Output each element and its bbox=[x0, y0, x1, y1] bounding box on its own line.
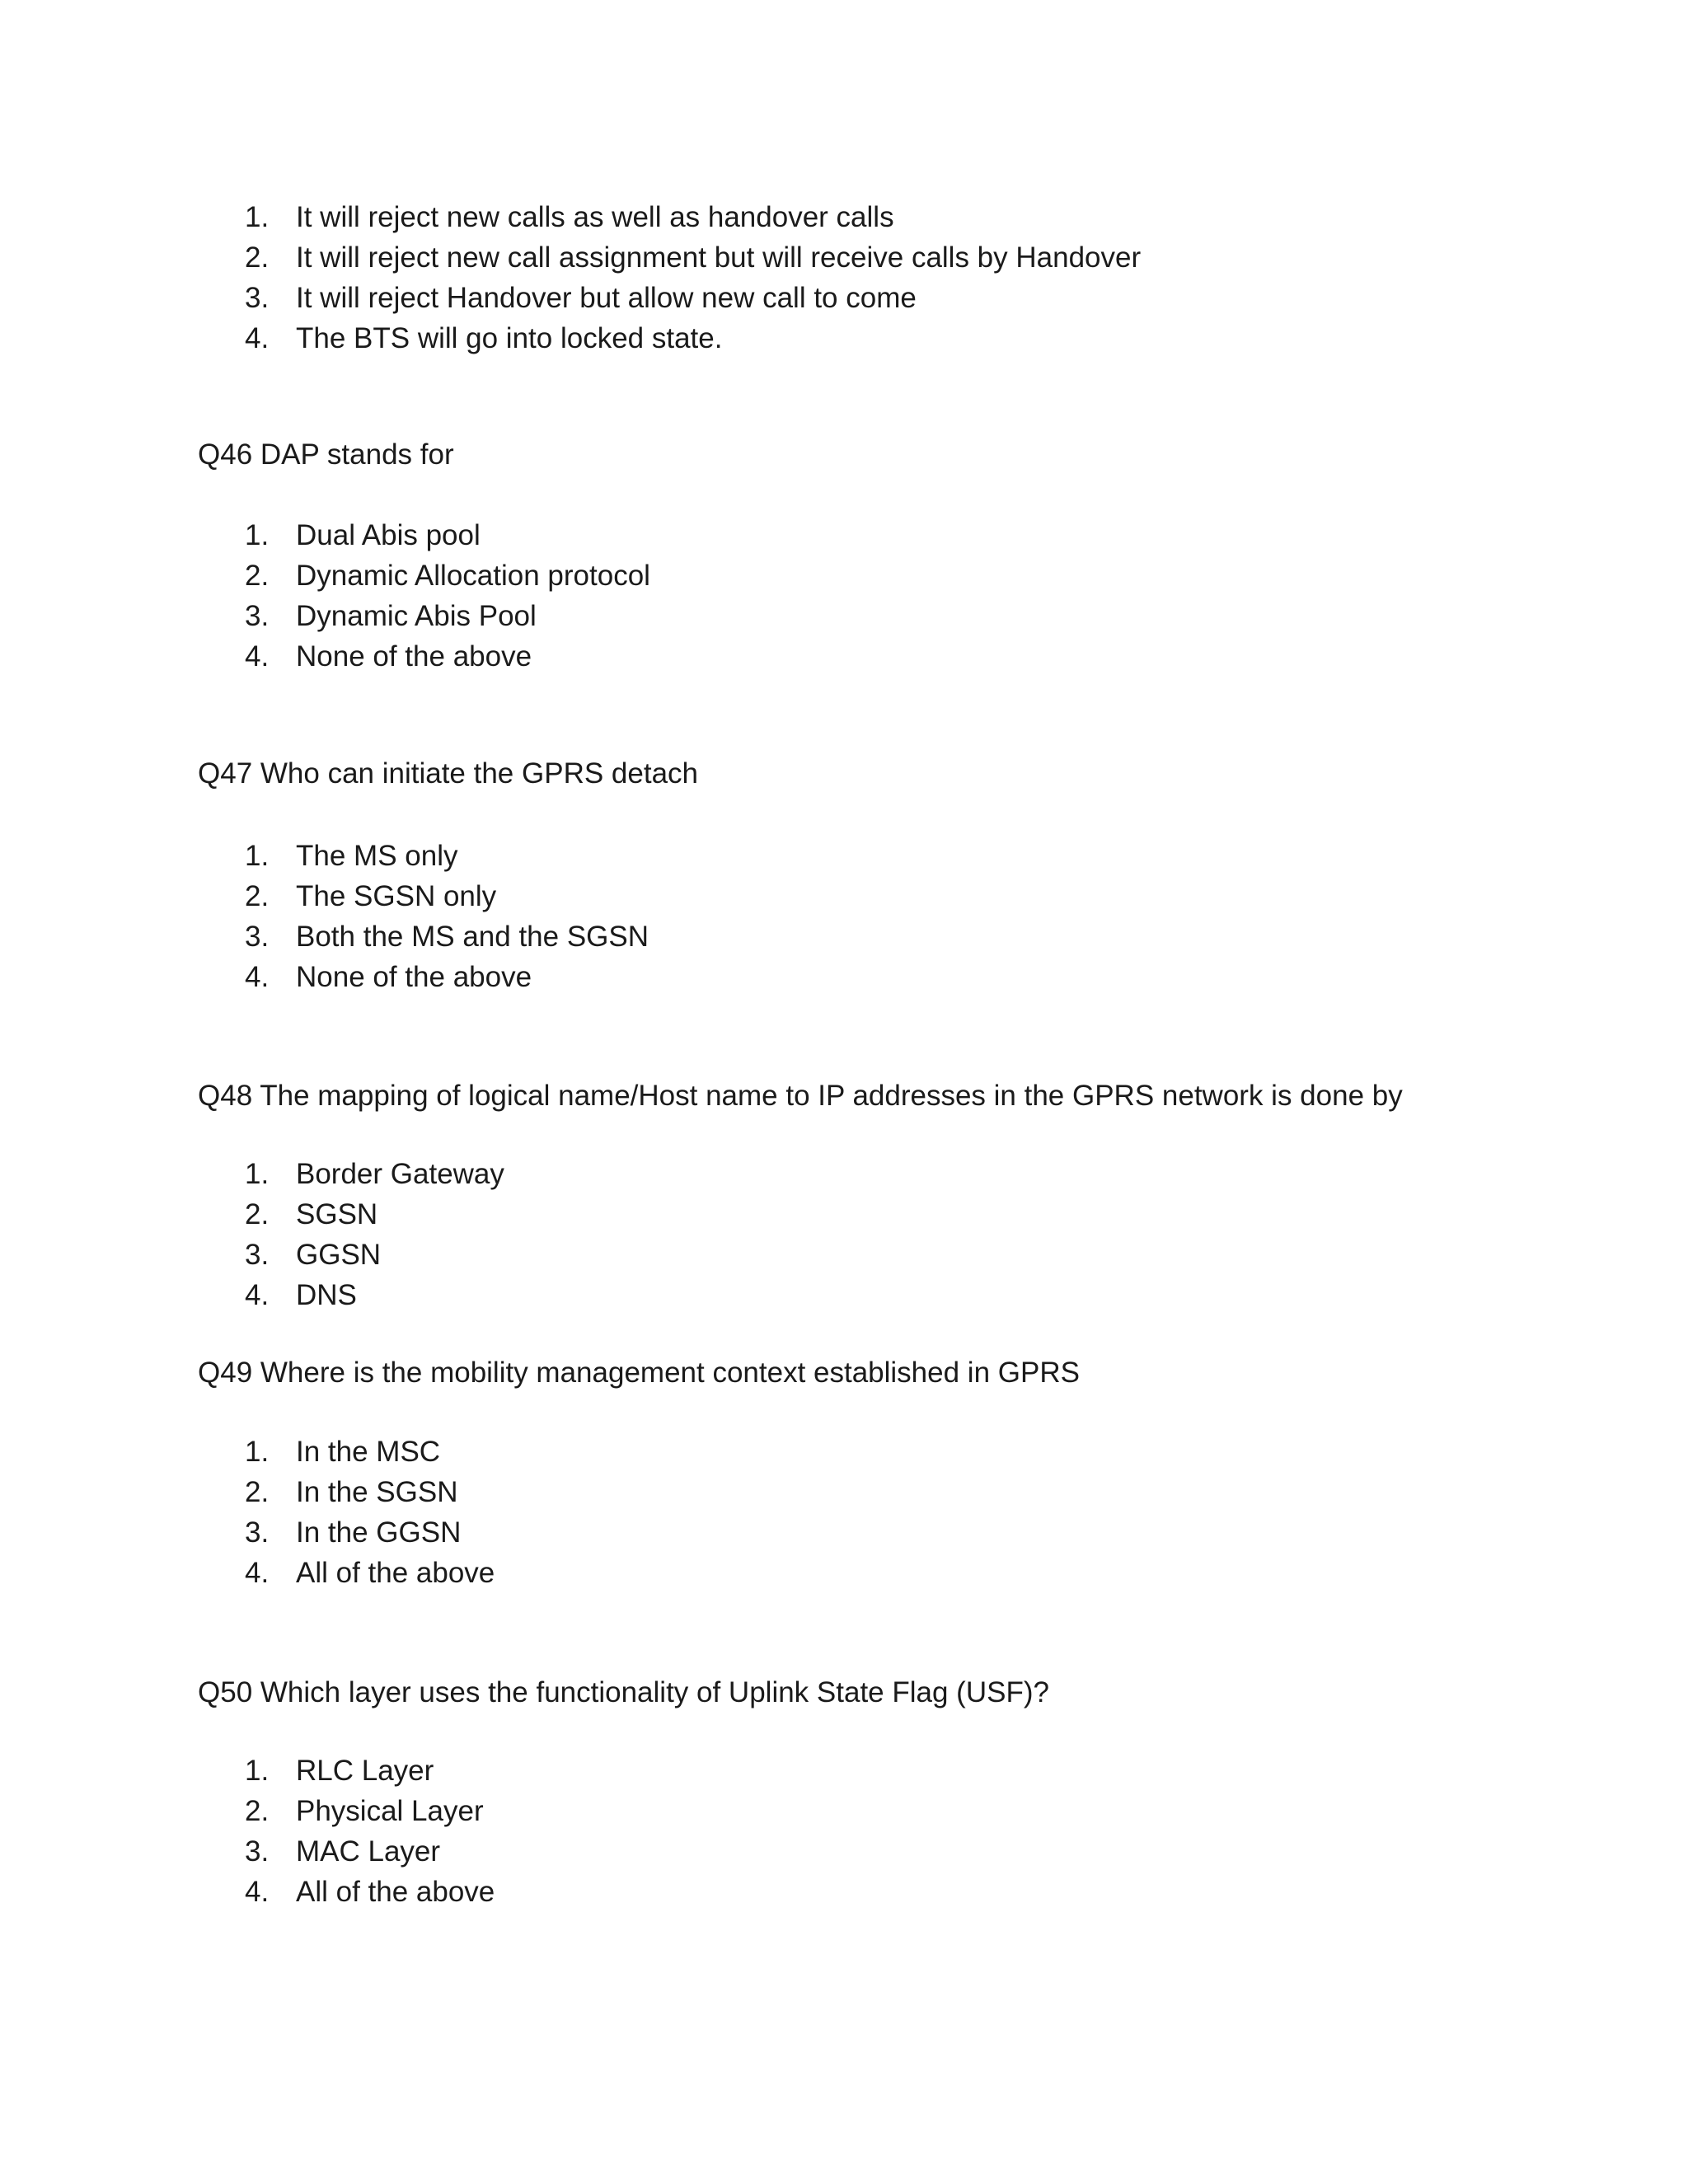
option-text: The BTS will go into locked state. bbox=[296, 322, 723, 354]
option-text: Dual Abis pool bbox=[296, 519, 481, 551]
option-number: 2. bbox=[245, 1198, 270, 1230]
option-number: 3. bbox=[245, 282, 270, 314]
option-number: 3. bbox=[245, 1516, 270, 1549]
option-text: All of the above bbox=[296, 1557, 495, 1589]
option-number: 3. bbox=[245, 1835, 270, 1868]
option-text: Both the MS and the SGSN bbox=[296, 921, 649, 953]
option-text: All of the above bbox=[296, 1876, 495, 1908]
option-number: 1. bbox=[245, 840, 270, 872]
option-number: 3. bbox=[245, 1239, 270, 1271]
option-number: 1. bbox=[245, 1436, 270, 1468]
question-q49: Q49 Where is the mobility management context established in GPRS bbox=[198, 1357, 1080, 1389]
option-text: DNS bbox=[296, 1279, 357, 1311]
option-number: 1. bbox=[245, 201, 270, 233]
question-q50: Q50 Which layer uses the functionality of Uplink State Flag (USF)? bbox=[198, 1676, 1049, 1708]
option-text: In the SGSN bbox=[296, 1476, 458, 1508]
option-text: It will reject Handover but allow new call to come bbox=[296, 282, 917, 314]
option-text: GGSN bbox=[296, 1239, 382, 1271]
option-text: It will reject new call assignment but will receive calls by Handover bbox=[296, 241, 1142, 274]
question-q46: Q46 DAP stands for bbox=[198, 438, 454, 471]
option-number: 4. bbox=[245, 1876, 270, 1908]
option-number: 1. bbox=[245, 1755, 270, 1787]
option-text: MAC Layer bbox=[296, 1835, 441, 1868]
option-number: 3. bbox=[245, 921, 270, 953]
option-number: 4. bbox=[245, 1279, 270, 1311]
option-number: 4. bbox=[245, 640, 270, 673]
option-text: None of the above bbox=[296, 961, 532, 993]
option-number: 1. bbox=[245, 519, 270, 551]
option-text: Dynamic Abis Pool bbox=[296, 600, 537, 632]
option-text: Dynamic Allocation protocol bbox=[296, 560, 650, 592]
option-text: In the GGSN bbox=[296, 1516, 462, 1549]
option-text: It will reject new calls as well as handover calls bbox=[296, 201, 894, 233]
option-number: 3. bbox=[245, 600, 270, 632]
option-number: 4. bbox=[245, 961, 270, 993]
question-q48: Q48 The mapping of logical name/Host name to IP addresses in the GPRS network is done by bbox=[198, 1080, 1403, 1112]
option-number: 2. bbox=[245, 560, 270, 592]
option-text: SGSN bbox=[296, 1198, 378, 1230]
option-text: RLC Layer bbox=[296, 1755, 434, 1787]
option-number: 2. bbox=[245, 1795, 270, 1827]
question-q47: Q47 Who can initiate the GPRS detach bbox=[198, 757, 698, 790]
option-number: 2. bbox=[245, 241, 270, 274]
option-text: Physical Layer bbox=[296, 1795, 484, 1827]
option-text: The SGSN only bbox=[296, 880, 497, 912]
option-number: 1. bbox=[245, 1158, 270, 1190]
option-number: 2. bbox=[245, 1476, 270, 1508]
option-number: 4. bbox=[245, 322, 270, 354]
option-text: None of the above bbox=[296, 640, 532, 673]
option-number: 4. bbox=[245, 1557, 270, 1589]
option-number: 2. bbox=[245, 880, 270, 912]
option-text: In the MSC bbox=[296, 1436, 441, 1468]
option-text: The MS only bbox=[296, 840, 458, 872]
option-text: Border Gateway bbox=[296, 1158, 504, 1190]
